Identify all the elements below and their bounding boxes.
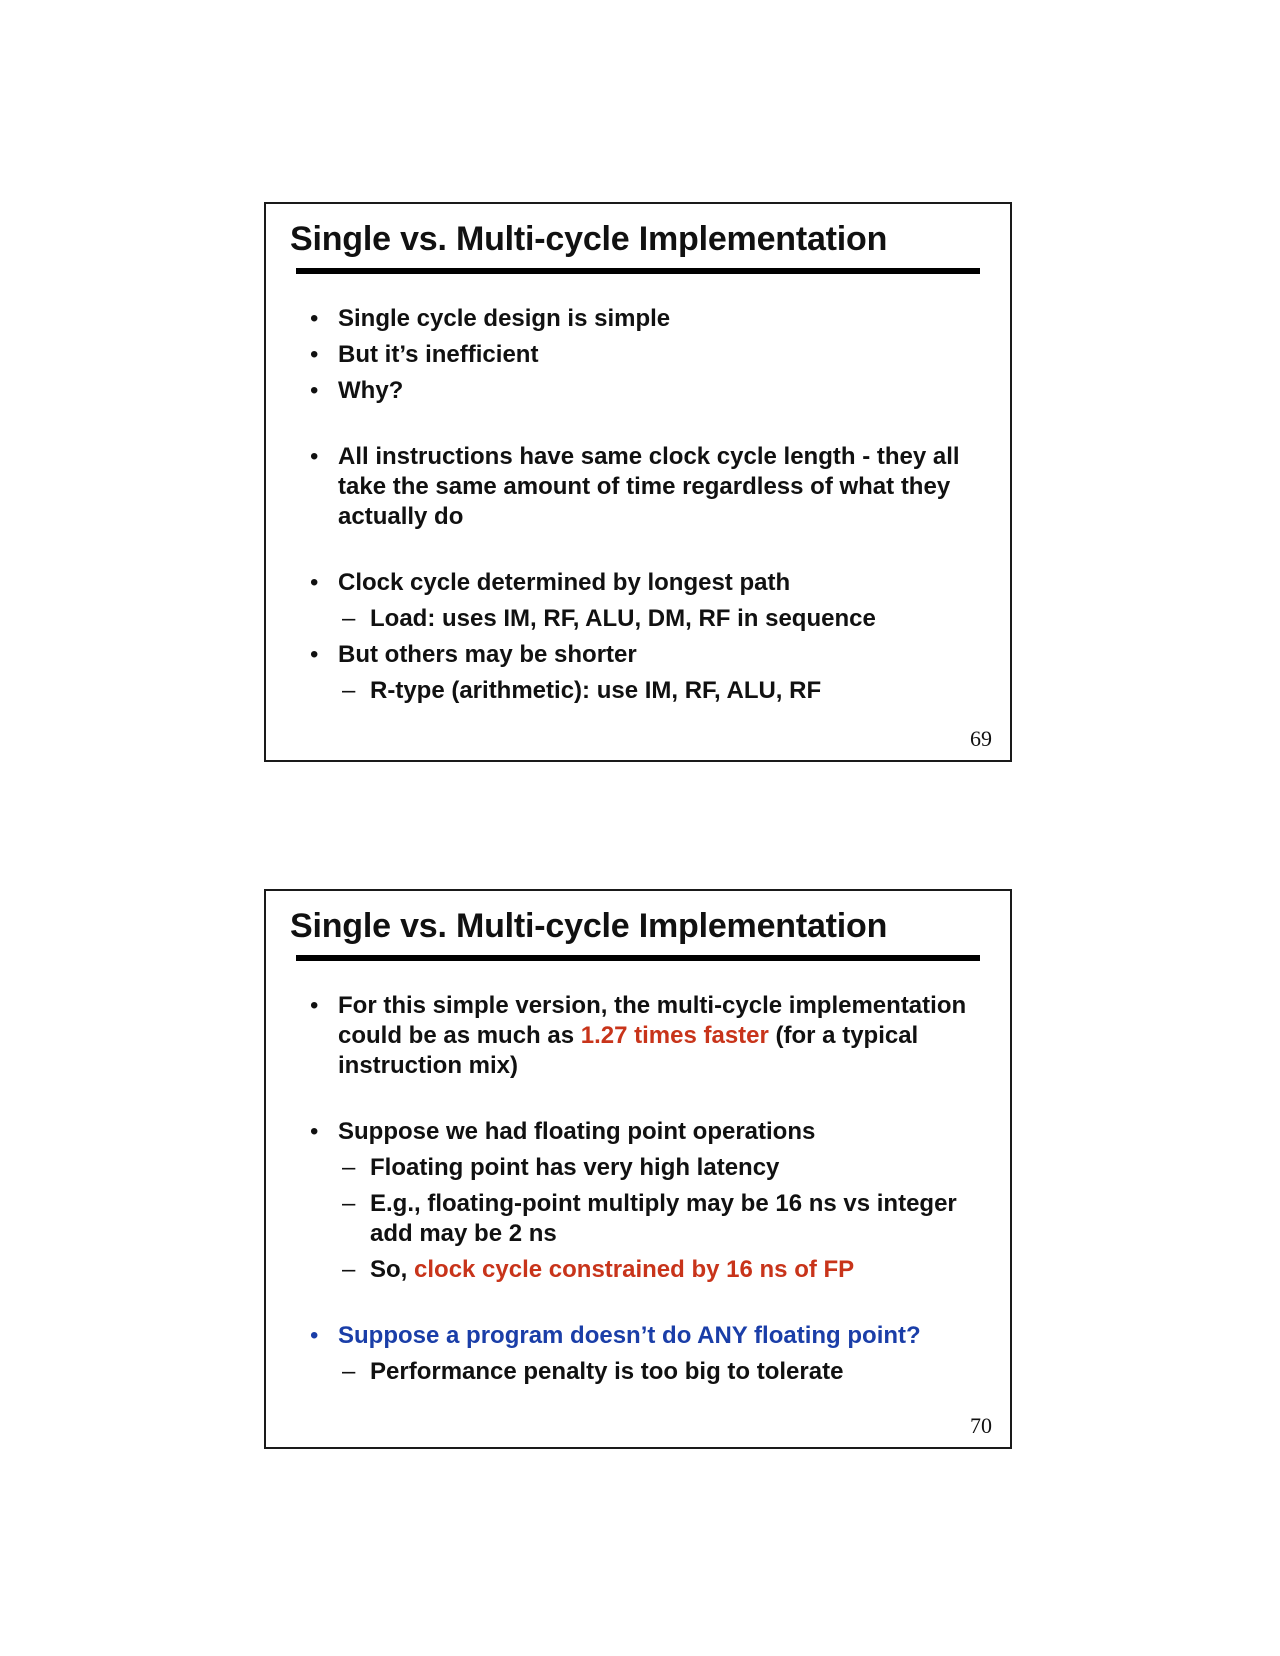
sub-bullet-item: – So, clock cycle constrained by 16 ns of FP [342,1256,855,1283]
sub-bullet-item: – R-type (arithmetic): use IM, RF, ALU, RF [342,677,822,704]
bullet-icon: • [310,992,319,1019]
bullet-icon: • [310,305,319,332]
bullet-icon: • [310,569,319,596]
bullet-icon: • [310,1118,319,1145]
sub-bullet-item: – E.g., floating-point multiply may be 16 ns vs integer add may be 2 ns [342,1190,957,1247]
title-rule [296,268,980,274]
dash-icon: – [342,1190,356,1217]
bullet-item: • Why? [310,377,404,404]
highlight-text: 1.27 times faster [580,1022,769,1049]
dash-icon: – [342,1154,356,1181]
bullet-item: • Suppose we had floating point operations [310,1118,816,1145]
bullet-item: • Single cycle design is simple [310,305,671,332]
bullet-item: • But it’s inefficient [310,341,539,368]
sub-bullet-item: – Performance penalty is too big to tolerate [342,1358,844,1385]
dash-icon: – [342,1358,356,1385]
sub-bullet-item: – Load: uses IM, RF, ALU, DM, RF in sequence [342,605,876,632]
slide-title: Single vs. Multi-cycle Implementation [290,907,888,945]
bullet-item: • All instructions have same clock cycle length - they all take the same amount of time regardless of what they actually do [310,443,960,530]
slide-title: Single vs. Multi-cycle Implementation [290,220,888,258]
bullet-item: • Suppose a program doesn’t do ANY floating point? [310,1322,921,1349]
slide-body [310,991,986,1387]
page-number: 70 [970,1413,992,1438]
bullet-item: • But others may be shorter [310,641,637,668]
dash-icon: – [342,677,356,704]
page-number: 69 [970,726,992,751]
bullet-icon: • [310,341,319,368]
dash-icon: – [342,1256,356,1283]
bullet-item: • For this simple version, the multi-cycle implementation could be as much as 1.27 times faster (for a typical instruction mix) [310,992,967,1079]
bullet-icon: • [310,377,319,404]
highlight-text: clock cycle constrained by 16 ns of FP [414,1256,855,1283]
bullet-icon: • [310,1322,319,1349]
slide-body [310,304,986,706]
dash-icon: – [342,605,356,632]
bullet-item: • Clock cycle determined by longest path [310,569,791,596]
slide-69 [264,202,1012,762]
bullet-icon: • [310,641,319,668]
slide-70 [264,889,1012,1449]
bullet-icon: • [310,443,319,470]
sub-bullet-item: – Floating point has very high latency [342,1154,780,1181]
title-rule [296,955,980,961]
